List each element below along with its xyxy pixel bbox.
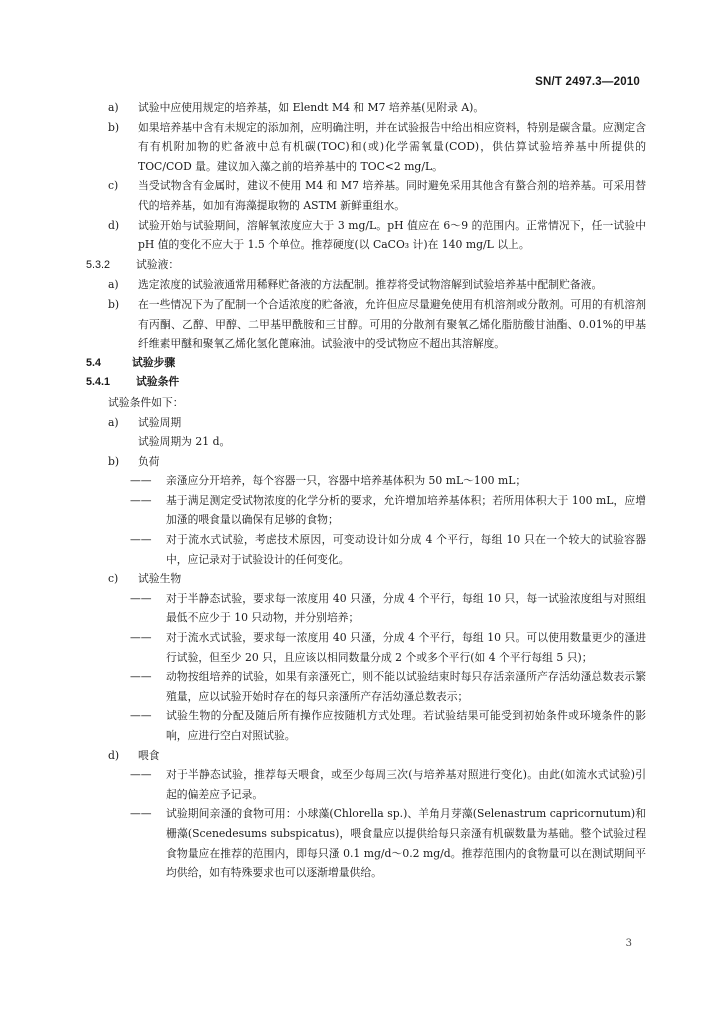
standard-number: SN/T 2497.3—2010 bbox=[535, 76, 640, 88]
section-title: 试验条件 bbox=[136, 376, 180, 389]
section-title: 试验液： bbox=[136, 257, 180, 271]
section-number: 5.3.2 bbox=[86, 258, 111, 271]
item-text: 试验生物 bbox=[138, 572, 182, 586]
item-label: a) bbox=[108, 278, 119, 292]
page-number: 3 bbox=[625, 938, 632, 949]
dash-text: 基于满足测定受试物浓度的化学分析的要求，允许增加培养基体积；若所用体积大于 100 mL，应增加溞的喂食量以确保有足够的食物； bbox=[166, 493, 646, 527]
dash-marker: —— bbox=[130, 591, 152, 605]
dash-item bbox=[86, 765, 646, 804]
dash-text: 对于半静态试验，要求每一浓度用 40 只溞，分成 4 个平行，每组 10 只，每一试验浓度组与对照组最低不应少于 10 只动物，并分别培养； bbox=[166, 591, 646, 625]
dash-item bbox=[86, 471, 646, 491]
list-item-b1 bbox=[86, 118, 646, 177]
dash-item bbox=[86, 667, 646, 706]
item-label: c) bbox=[108, 572, 119, 586]
list-item-a1 bbox=[86, 98, 646, 118]
dash-marker: —— bbox=[130, 533, 152, 547]
list-item-d1 bbox=[86, 216, 646, 255]
item-text: 负荷 bbox=[138, 454, 160, 468]
item-text: 喂食 bbox=[138, 748, 160, 762]
item-label: b) bbox=[108, 454, 120, 468]
list-item-b3 bbox=[86, 452, 646, 472]
dash-marker: —— bbox=[130, 709, 152, 723]
dash-marker: —— bbox=[130, 474, 152, 488]
list-item-a2 bbox=[86, 275, 646, 295]
document-body bbox=[86, 98, 646, 883]
section-heading-5-3-2 bbox=[86, 255, 646, 276]
dash-item bbox=[86, 804, 646, 882]
dash-text: 动物按组培养的试验，如果有亲溞死亡，则不能以试验结束时每只存活亲溞所产存活幼溞总数表示繁殖量，应以试验开始时存在的每只亲溞所产存活幼溞总数表示； bbox=[166, 670, 646, 703]
dash-marker: —— bbox=[130, 493, 152, 507]
dash-text: 对于流水式试验，考虑技术原因，可变动设计如分成 4 个平行，每组 10 只在一个较大的试验容器中，应记录对于试验设计的任何变化。 bbox=[166, 533, 646, 566]
item-label: b) bbox=[108, 297, 120, 311]
conditions-intro: 试验条件如下： bbox=[108, 395, 184, 409]
section-number: 5.4 bbox=[86, 356, 102, 369]
item-label: a) bbox=[108, 415, 119, 429]
item-text: 试验周期 bbox=[138, 415, 182, 429]
item-text: 当受试物含有金属时，建议不使用 M4 和 M7 培养基。同时避免采用其他含有螯合剂的培养基。可采用替代的培养基，如加有海藻提取物的 ASTM 新鲜重组水。 bbox=[138, 179, 646, 212]
item-text: 选定浓度的试验液通常用稀释贮备液的方法配制。推荐将受试物溶解到试验培养基中配制贮备液。 bbox=[138, 278, 603, 292]
item-label: d) bbox=[108, 218, 120, 232]
dash-text: 亲溞应分开培养，每个容器一只，容器中培养基体积为 50 mL～100 mL； bbox=[166, 474, 527, 488]
dash-marker: —— bbox=[130, 670, 152, 684]
dash-text: 对于流水式试验，要求每一浓度用 40 只溞，分成 4 个平行，每组 10 只。可以使用数量更少的溞进行试验，但至少 20 只，且应该以相同数量分成 2 个或多个平行(如 4 个平行每组 5 只)； bbox=[166, 631, 646, 664]
item-label: b) bbox=[108, 120, 120, 134]
item-text: 在一些情况下为了配制一个合适浓度的贮备液，允许但应尽量避免使用有机溶剂或分散剂。可用的有机溶剂有丙酮、乙醇、甲醇、二甲基甲酰胺和三甘醇。可用的分散剂有聚氧乙烯化脂肪酸甘油酯、0.01%的甲基纤维素甲醚和聚氧乙烯化氢化蓖麻油。试验液中的受试物应不超出其溶解度。 bbox=[138, 297, 646, 351]
item-label: c) bbox=[108, 179, 119, 193]
section-number: 5.4.1 bbox=[86, 376, 111, 389]
dash-item bbox=[86, 530, 646, 569]
list-item-b2 bbox=[86, 295, 646, 354]
item-label: d) bbox=[108, 748, 120, 762]
list-item-d3 bbox=[86, 746, 646, 766]
section-heading-5-4 bbox=[86, 354, 646, 374]
list-item-c3 bbox=[86, 569, 646, 589]
dash-item bbox=[86, 491, 646, 530]
dash-text: 对于半静态试验，推荐每天喂食，或至少每周三次(与培养基对照进行变化)。由此(如流水式试验)引起的偏差应予记录。 bbox=[166, 768, 646, 801]
item-text: 如果培养基中含有未规定的添加剂，应明确注明，并在试验报告中给出相应资料，特别是碳含量。应测定含有有机附加物的贮备液中总有机碳(TOC)和(或)化学需氧量(COD)，供估算试验培养基中所提供的 TOC/COD 量。建议加入藻之前的培养基中的 TOC<2 mg/L。 bbox=[138, 120, 646, 173]
dash-text: 试验期间亲溞的食物可用：小球藻(Chlorella sp.)、羊角月芽藻(Selenastrum capricornutum)和栅藻(Scenedesums subspicatus)，喂食量应以提供给每只亲溞有机碳数量为基础。整个试验过程食物量应在推荐的范围内，即每只溞 0.1 mg/d～0.2 mg/d。推荐范围内的食物量可以在测试期间平均供给，如有特殊要求也可以逐渐增量供给。 bbox=[166, 807, 646, 880]
dash-item bbox=[86, 706, 646, 745]
dash-item bbox=[86, 589, 646, 628]
section-title: 试验步骤 bbox=[132, 356, 176, 369]
list-item-a3 bbox=[86, 413, 646, 433]
item-label: a) bbox=[108, 101, 119, 114]
dash-marker: —— bbox=[130, 768, 152, 782]
item-subtext: 试验周期为 21 d。 bbox=[138, 435, 231, 449]
item-text: 试验中应使用规定的培养基，如 Elendt M4 和 M7 培养基(见附录 A)。 bbox=[138, 101, 485, 114]
section-heading-5-4-1 bbox=[86, 373, 646, 393]
list-item-c1 bbox=[86, 176, 646, 215]
dash-text: 试验生物的分配及随后所有操作应按随机方式处理。若试验结果可能受到初始条件或环境条件的影响，应进行空白对照试验。 bbox=[166, 709, 646, 742]
dash-marker: —— bbox=[130, 807, 152, 821]
dash-item bbox=[86, 628, 646, 667]
dash-marker: —— bbox=[130, 631, 152, 645]
item-text: 试验开始与试验期间，溶解氧浓度应大于 3 mg/L。pH 值应在 6～9 的范围内。正常情况下，任一试验中 pH 值的变化不应大于 1.5 个单位。推荐硬度(以 CaCO₃ 计)在 140 mg/L 以上。 bbox=[138, 218, 646, 252]
